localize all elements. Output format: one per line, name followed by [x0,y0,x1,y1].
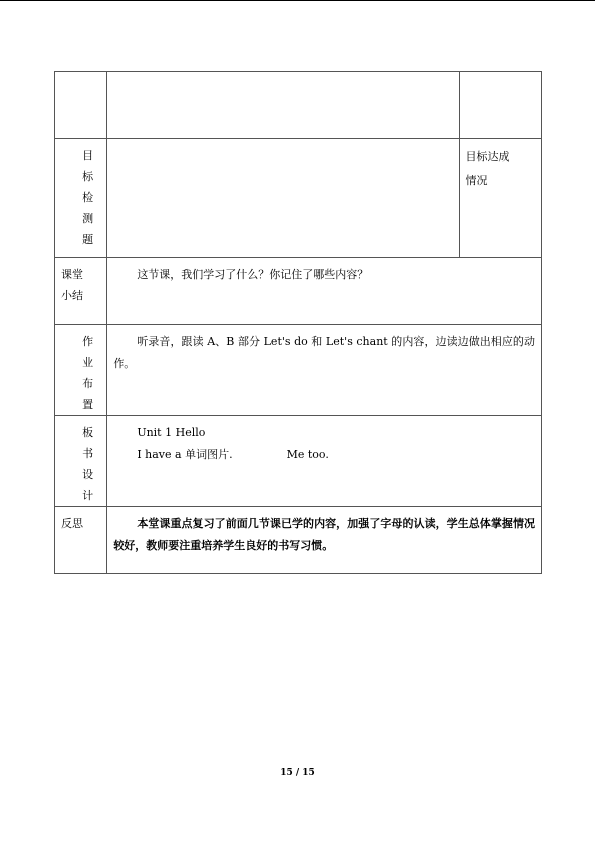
board-line-1: Unit 1 Hello [137,426,206,439]
board-design-label: 板 书 设 计 [55,416,107,507]
summary-label: 课堂 小结 [55,258,107,325]
table-row-reflection [55,507,542,574]
reflection-content: 本堂课重点复习了前面几节课已学的内容，加强了字母的认读，学生总体掌握情况较好，教师要注重培养学生良好的书写习惯。 [107,507,542,574]
target-achievement-note: 目标达成 情况 [460,139,542,258]
board-line-2: I have a 单词图片. Me too. [137,448,329,461]
target-test-content [107,139,460,258]
board-design-content [107,416,542,507]
summary-content: 这节课，我们学习了什么？你记住了哪些内容？ [107,258,542,325]
homework-label: 作 业 布 置 [55,325,107,416]
lesson-plan-table [54,71,542,574]
table-row-summary [55,258,542,325]
empty-content-cell [107,72,460,139]
table-row-homework [55,325,542,416]
empty-label-cell [55,72,107,139]
page-top-rule [0,0,595,1]
table-row-empty [55,72,542,139]
page-number: 15 / 15 [280,768,315,778]
table-row-target-test [55,139,542,258]
homework-content: 听录音，跟读 A、B 部分 Let's do 和 Let's chant 的内容，边读边做出相应的动作。 [107,325,542,416]
empty-right-cell [460,72,542,139]
reflection-label: 反思 [55,507,107,574]
table-row-board-design [55,416,542,507]
target-test-label: 目 标 检 测 题 [55,139,107,258]
